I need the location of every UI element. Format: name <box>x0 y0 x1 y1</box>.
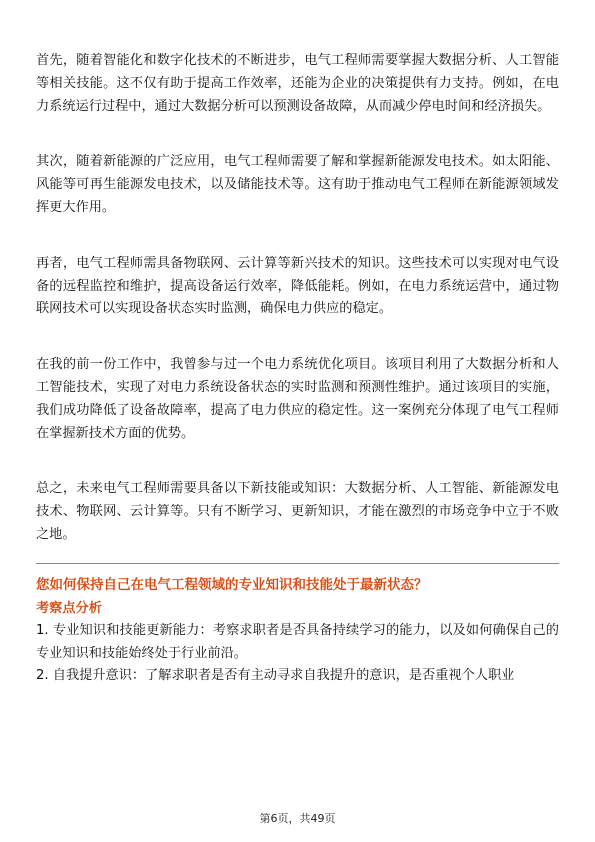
analysis-item: 1. 专业知识和技能更新能力：考察求职者是否具备持续学习的能力，以及如何确保自己的专业知识和技能始终处于行业前沿。 <box>36 622 559 661</box>
interview-question: 您如何保持自己在电气工程领域的专业知识和技能处于最新状态？ <box>36 576 428 593</box>
paragraph-intro: 首先，随着智能化和数字化技术的不断进步，电气工程师需要掌握大数据分析、人工智能等相关技能。这不仅有助于提高工作效率，还能为企业的决策提供有力支持。例如，在电力系统运行过程中，通过大数据分析可以预测设备故障，从而减少停电时间和经济损失。 <box>36 53 559 114</box>
paragraph-iot-cloud: 再者，电气工程师需具备物联网、云计算等新兴技术的知识。这些技术可以实现对电气设备的远程监控和维护，提高设备运行效率，降低能耗。例如，在电力系统运营中，通过物联网技术可以实现设备状态实时监测，确保电力供应的稳定。 <box>36 255 559 317</box>
section-divider <box>36 563 559 564</box>
paragraph-summary: 总之，未来电气工程师需要具备以下新技能或知识：大数据分析、人工智能、新能源发电技术、物联网、云计算等。只有不断学习、更新知识，才能在激烈的市场竞争中立于不败之地。 <box>36 481 559 542</box>
page-number: 第6页，共49页 <box>259 812 336 825</box>
analysis-heading: 考察点分析 <box>36 600 102 616</box>
paragraph-new-energy: 其次，随着新能源的广泛应用，电气工程师需要了解和掌握新能源发电技术。如太阳能、风能等可再生能源发电技术，以及储能技术等。这有助于推动电气工程师在新能源领域发挥更大作用。 <box>36 154 559 215</box>
document-body <box>36 50 559 688</box>
paragraph-project-case: 在我的前一份工作中，我曾参与过一个电力系统优化项目。该项目利用了大数据分析和人工智能技术，实现了对电力系统设备状态的实时监测和预测性维护。通过该项目的实施，我们成功降低了设备故障率，提高了电力供应的稳定性。这一案例充分体现了电气工程师在掌握新技术方面的优势。 <box>36 357 559 441</box>
analysis-item: 2. 自我提升意识：了解求职者是否有主动寻求自我提升的意识，是否重视个人职业 <box>36 668 515 684</box>
